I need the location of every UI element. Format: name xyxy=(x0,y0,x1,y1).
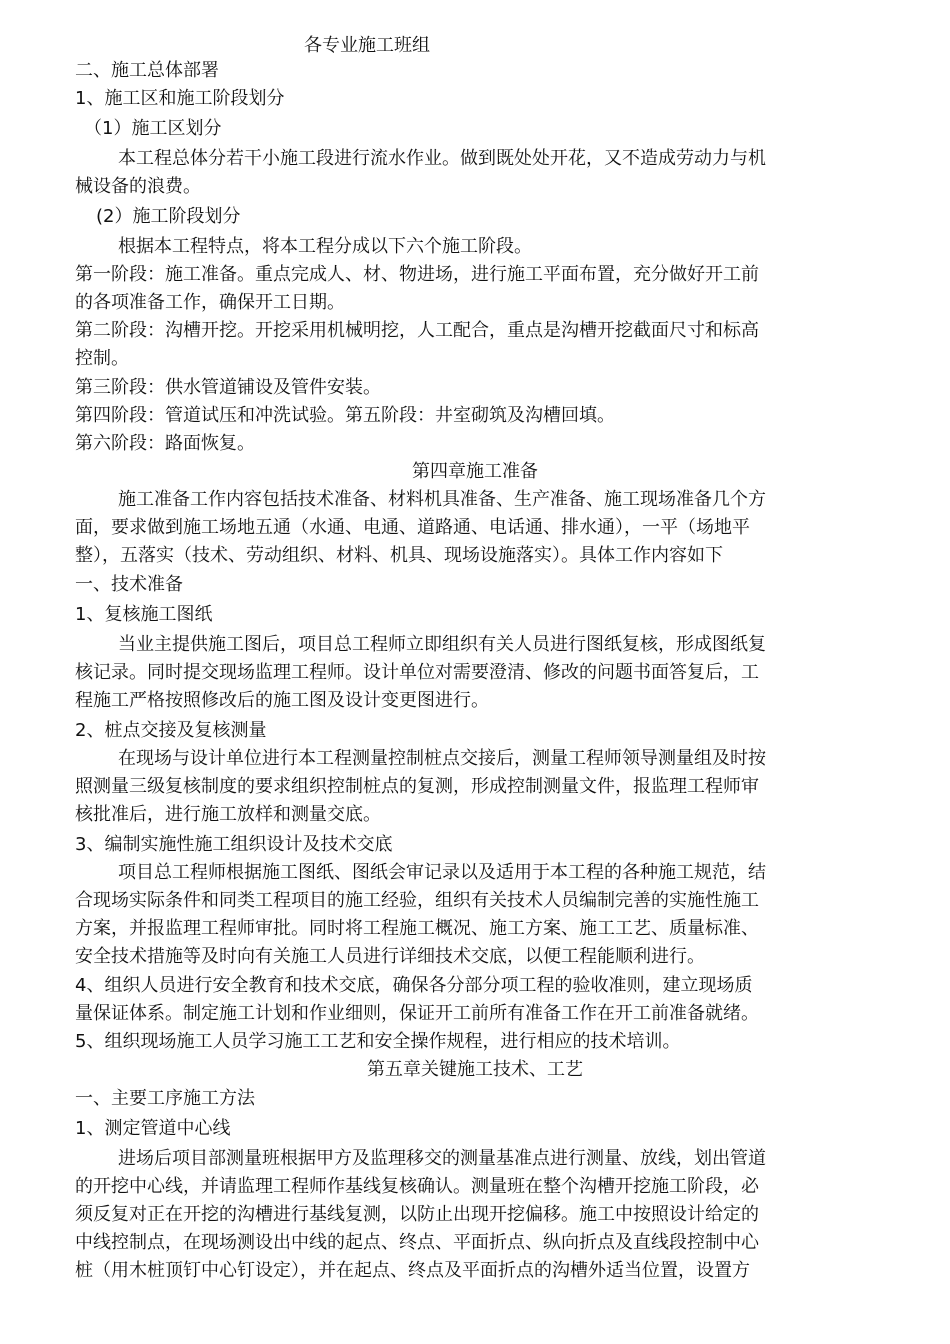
paragraph-line: 合现场实际条件和同类工程项目的施工经验，组织有关技术人员编制完善的实施性施工 xyxy=(75,890,759,911)
heading-construction-design: 3、编制实施性施工组织设计及技术交底 xyxy=(75,834,393,855)
heading-zone-phase: 1、施工区和施工阶段划分 xyxy=(75,88,285,109)
paragraph-line: 第二阶段：沟槽开挖。开挖采用机械明挖，人工配合，重点是沟槽开挖截面尺寸和标高 xyxy=(75,320,759,341)
paragraph-line: 第三阶段：供水管道铺设及管件安装。 xyxy=(75,377,381,398)
paragraph-line: 本工程总体分若干小施工段进行流水作业。做到既处处开花，又不造成劳动力与机 xyxy=(118,148,766,169)
paragraph-line: 核记录。同时提交现场监理工程师。设计单位对需要澄清、修改的问题书面答复后，工 xyxy=(75,662,759,683)
paragraph-line: 照测量三级复核制度的要求组织控制桩点的复测，形成控制测量文件，报监理工程师审 xyxy=(75,776,759,797)
paragraph-line: 整），五落实（技术、劳动组织、材料、机具、现场设施落实）。具体工作内容如下 xyxy=(75,545,723,566)
paragraph-line: 方案，并报监理工程师审批。同时将工程施工概况、施工方案、施工工艺、质量标准、 xyxy=(75,918,759,939)
paragraph-line: 械设备的浪费。 xyxy=(75,176,201,197)
heading-stake-handover: 2、桩点交接及复核测量 xyxy=(75,720,267,741)
paragraph-line: 桩（用木桩顶钉中心钉设定），并在起点、终点及平面折点的沟槽外适当位置，设置方 xyxy=(75,1260,750,1281)
section-title: 各专业施工班组 xyxy=(304,35,430,56)
paragraph-line: 根据本工程特点，将本工程分成以下六个施工阶段。 xyxy=(118,236,532,257)
paragraph-line: 面，要求做到施工场地五通（水通、电通、道路通、电话通、排水通），一平（场地平 xyxy=(75,517,750,538)
paragraph-line: 控制。 xyxy=(75,348,129,369)
paragraph-line: 须反复对正在开挖的沟槽进行基线复测，以防止出现开挖偏移。施工中按照设计给定的 xyxy=(75,1204,759,1225)
heading-tech-prep: 一、技术准备 xyxy=(75,574,183,595)
paragraph-line: 核批准后，进行施工放样和测量交底。 xyxy=(75,804,381,825)
paragraph-line: 量保证体系。制定施工计划和作业细则，保证开工前所有准备工作在开工前准备就绪。 xyxy=(75,1003,759,1024)
paragraph-line: 安全技术措施等及时向有关施工人员进行详细技术交底，以便工程能顺利进行。 xyxy=(75,946,705,967)
paragraph-line: 在现场与设计单位进行本工程测量控制桩点交接后，测量工程师领导测量组及时按 xyxy=(118,748,766,769)
paragraph-line: 进场后项目部测量班根据甲方及监理移交的测量基准点进行测量、放线，划出管道 xyxy=(118,1148,766,1169)
paragraph-line: 当业主提供施工图后，项目总工程师立即组织有关人员进行图纸复核，形成图纸复 xyxy=(118,634,766,655)
heading-zone: （1）施工区划分 xyxy=(84,118,222,139)
heading-phase: (2）施工阶段划分 xyxy=(96,206,241,227)
paragraph-line: 5、组织现场施工人员学习施工工艺和安全操作规程，进行相应的技术培训。 xyxy=(75,1031,681,1052)
paragraph-line: 项目总工程师根据施工图纸、图纸会审记录以及适用于本工程的各种施工规范，结 xyxy=(118,862,766,883)
paragraph-line: 第四阶段：管道试压和冲洗试验。第五阶段：井室砌筑及沟槽回填。 xyxy=(75,405,615,426)
heading-main-methods: 一、主要工序施工方法 xyxy=(75,1088,255,1109)
heading-deployment: 二、施工总体部署 xyxy=(75,60,219,81)
paragraph-line: 中线控制点，在现场测设出中线的起点、终点、平面折点、纵向折点及直线段控制中心 xyxy=(75,1232,759,1253)
heading-centerline: 1、测定管道中心线 xyxy=(75,1118,231,1139)
paragraph-line: 施工准备工作内容包括技术准备、材料机具准备、生产准备、施工现场准备几个方 xyxy=(118,489,766,510)
paragraph-line: 程施工严格按照修改后的施工图及设计变更图进行。 xyxy=(75,690,489,711)
paragraph-line: 第一阶段：施工准备。重点完成人、材、物进场，进行施工平面布置，充分做好开工前 xyxy=(75,264,759,285)
heading-review-drawings: 1、复核施工图纸 xyxy=(75,604,213,625)
paragraph-line: 第六阶段：路面恢复。 xyxy=(75,433,255,454)
paragraph-line: 的开挖中心线，并请监理工程师作基线复核确认。测量班在整个沟槽开挖施工阶段，必 xyxy=(75,1176,759,1197)
chapter-title: 第四章施工准备 xyxy=(412,461,538,482)
paragraph-line: 的各项准备工作，确保开工日期。 xyxy=(75,292,345,313)
chapter-title: 第五章关键施工技术、工艺 xyxy=(367,1059,583,1080)
paragraph-line: 4、组织人员进行安全教育和技术交底，确保各分部分项工程的验收准则，建立现场质 xyxy=(75,975,753,996)
